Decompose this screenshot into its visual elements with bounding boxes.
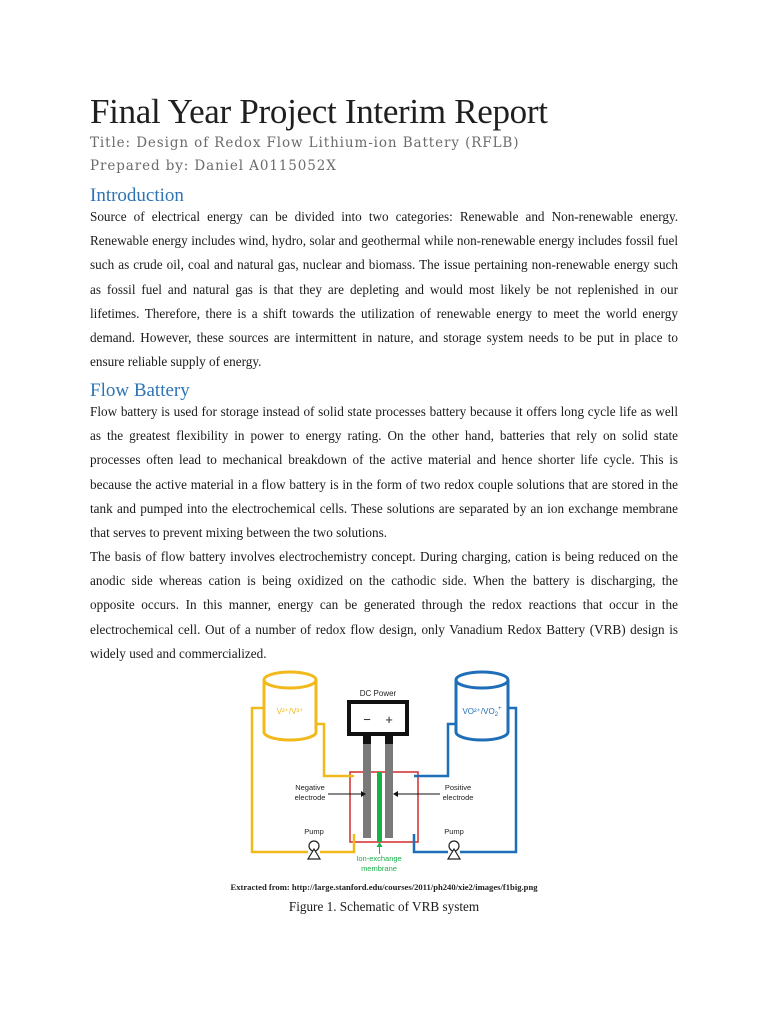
left-pump-label: Pump [304, 827, 324, 836]
right-tank-label-sub: 2 [494, 712, 499, 718]
right-pump-icon [448, 841, 460, 859]
ion-exchange-membrane [377, 772, 382, 842]
left-pump-icon [308, 841, 320, 859]
electrochemical-cell [350, 772, 418, 842]
document-subtitle-prepared: Prepared by: Daniel A0115052X [90, 158, 337, 174]
dc-minus-symbol: − [363, 712, 371, 727]
flow-battery-paragraph-1: Flow battery is used for storage instead of solid state processes battery because it offers long cycle life as well as the greatest flexibility in power to energy rating. On the other hand, batteries that rely on solid state processes often lead to mechanical breakdown of the active material and hence shorter life cycle. This is because the active material in a flow battery is in the form of two redox couple solutions that are stored in the tank and pumped into the electrochemical cells. These solutions are separated by an ion exchange membrane that serves to prevent mixing between the two solutions. [90, 404, 678, 541]
figure-source-note: Extracted from: http://large.stanford.edu/courses/2011/ph240/xie2/images/f1big.png [230, 882, 538, 892]
right-tank-label-sup: + [498, 706, 502, 712]
figure-caption: Figure 1. Schematic of VRB system [288, 899, 480, 914]
right-tank [456, 672, 508, 740]
flow-battery-paragraph-2: The basis of flow battery involves electrochemistry concept. During charging, cation is being reduced on the anodic side whereas cation is being oxidized on the cathodic side. When the battery is discharging, the opposite occurs. In this manner, energy can be generated through the redox reactions that occur in the electrochemical cell. Out of a number of redox flow design, only Vanadium Redox Battery (VRB) design is widely used and commercialized. [90, 549, 678, 661]
left-tank-label: V²⁺/V³⁺ [276, 707, 304, 716]
vrb-schematic-svg [248, 668, 528, 880]
right-pump-label: Pump [444, 827, 464, 836]
positive-electrode-label-1: Positive [444, 783, 472, 792]
document-subtitle-title: Title: Design of Redox Flow Lithium-ion Battery (RFLB) [90, 135, 520, 151]
vrb-schematic-figure [248, 668, 528, 880]
dc-power-label: DC Power [359, 689, 397, 698]
positive-electrode [385, 744, 393, 838]
flow-battery-heading: Flow Battery [90, 380, 190, 401]
left-tank [264, 672, 316, 740]
negative-electrode-label-1: Negative [295, 783, 325, 792]
introduction-paragraph: Source of electrical energy can be divided into two categories: Renewable and Non-renewable energy. Renewable energy includes wind, hydro, solar and geothermal while non-renewable energy includes fossil fuel such as crude oil, coal and natural gas, nuclear and biomass. The issue pertaining non-renewable energy such as fossil fuel and natural gas is that they are depleting and would most likely be not replenished in our lifetimes. Therefore, there is a shift towards the utilization of renewable energy to meet the world energy demand. However, these sources are intermittent in nature, and storage system needs to be put in place to ensure reliable supply of energy. [90, 209, 678, 370]
negative-electrode [363, 744, 371, 838]
membrane-label-2: membrane [361, 864, 397, 873]
document-title: Final Year Project Interim Report [90, 92, 548, 131]
negative-electrode-label-2: electrode [294, 793, 326, 802]
introduction-heading: Introduction [90, 185, 184, 206]
dc-power-box [349, 702, 407, 734]
membrane-label-1: Ion-exchange [356, 854, 402, 863]
right-tank-label-main: VO²⁺/VO [462, 707, 495, 716]
dc-plus-symbol: + [385, 712, 393, 727]
positive-electrode-label-2: electrode [442, 793, 474, 802]
